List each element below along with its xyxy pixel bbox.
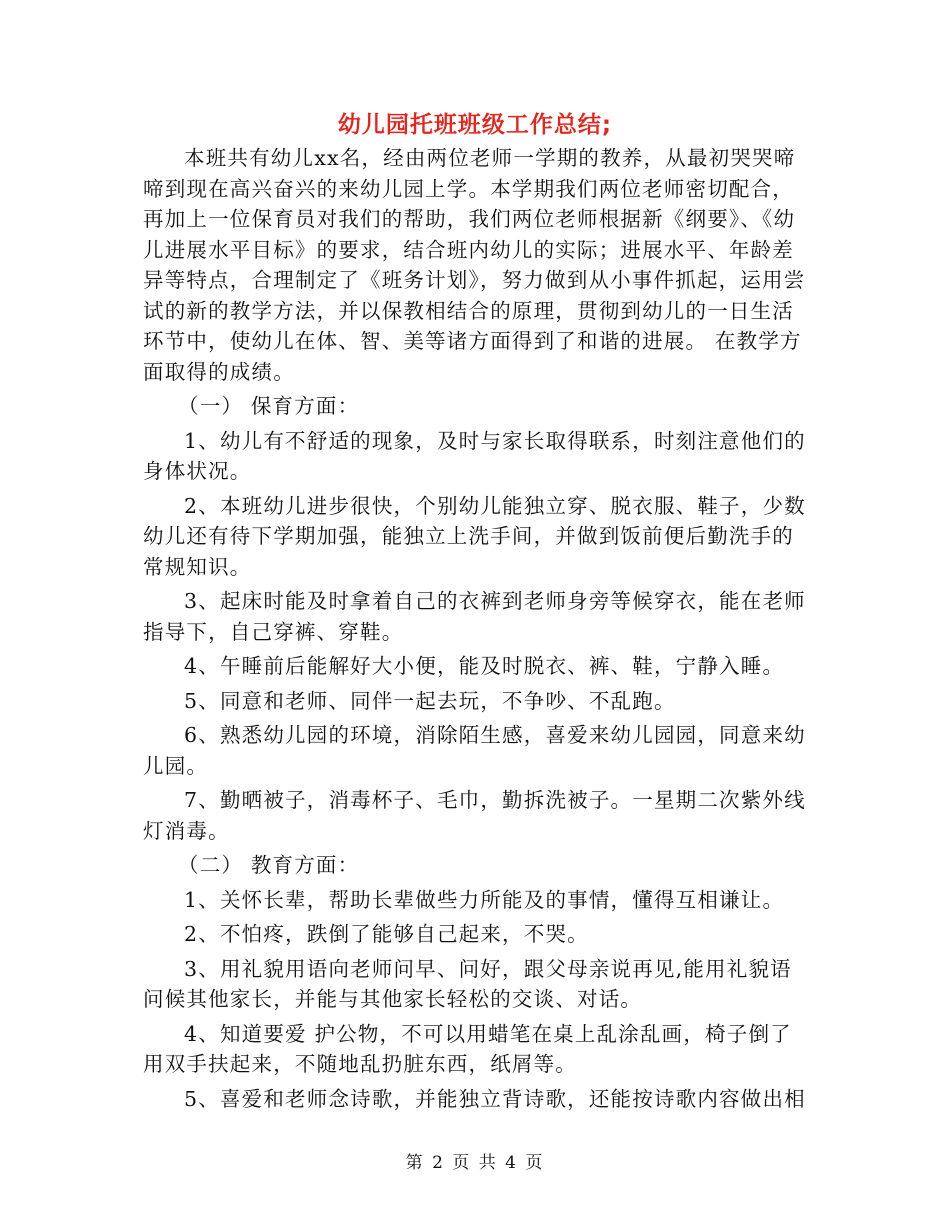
paragraph: 5、喜爱和老师念诗歌，并能独立背诗歌，还能按诗歌内容做出相 [184,1086,806,1111]
section-heading: （一） 保育方面： [178,394,360,418]
section-heading: （二） 教育方面： [178,853,360,877]
paragraph: 1、关怀长辈，帮助长辈做些力所能及的事情，懂得互相谦让。 [184,887,785,912]
paragraph: 2、不怕疼，跌倒了能够自己起来，不哭。 [184,922,589,946]
paragraph: 3、起床时能及时拿着自己的衣裤到老师身旁等候穿衣，能在老师指导下，自己穿裤、穿鞋。 [143,589,806,644]
paragraph: 4、午睡前后能解好大小便，能及时脱衣、裤、鞋，宁静入睡。 [184,654,785,678]
document-title: 幼儿园托班班级工作总结; [337,112,613,138]
paragraph: 4、知道要爱 护公物，不可以用蜡笔在桌上乱涂乱画，椅子倒了用双手扶起来，不随地乱扔脏东西，纸屑等。 [143,1021,792,1076]
paragraph: 本班共有幼儿xx名，经由两位老师一学期的教养，从最初哭哭啼啼到现在高兴奋兴的来幼儿园上学。本学期我们两位老师密切配合，再加上一位保育员对我们的帮助，我们两位老师根据新《纲要》、《幼儿进展水平目标》的要求，结合班内幼儿的实际；进展水平、年龄差异等特点，合理制定了《班务计划》，努力做到从小事件抓起，运用尝试的新的教学方法，并以保教相结合的原理，贯彻到幼儿的一日生活环节中，使幼儿在体、智、美等诸方面得到了和谐的进展。 在教学方面取得的成绩。 [143,146,806,384]
paragraph: 2、本班幼儿进步很快，个别幼儿能独立穿、脱衣服、鞋子，少数幼儿还有待下学期加强，能独立上洗手间，并做到饭前便后勤洗手的常规知识。 [143,493,806,579]
paragraph: 3、用礼貌用语向老师问早、问好，跟父母亲说再见,能用礼貌语问候其他家长，并能与其他家长轻松的交谈、对话。 [143,956,792,1011]
paragraph: 6、熟悉幼儿园的环境，消除陌生感，喜爱来幼儿园园，同意来幼儿园。 [143,723,806,778]
paragraph: 7、勤晒被子，消毒杯子、毛巾，勤拆洗被子。一星期二次紫外线灯消毒。 [143,788,806,843]
paragraph: 5、同意和老师、同伴一起去玩，不争吵、不乱跑。 [184,688,676,713]
page-number-footer: 第 2 页 共 4 页 [405,1153,545,1173]
document-body [143,143,811,1118]
paragraph: 1、幼儿有不舒适的现象，及时与家长取得联系，时刻注意他们的身体状况。 [143,428,806,483]
